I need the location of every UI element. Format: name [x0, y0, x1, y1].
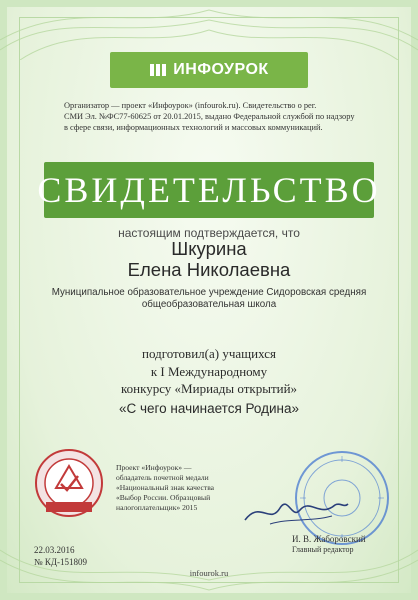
- confirm-text: настоящим подтверждается, что: [118, 226, 300, 240]
- project-note-line: Проект «Инфоурок» —: [116, 463, 192, 472]
- website-footer: infourok.ru: [189, 568, 229, 578]
- recipient-given-name: Елена Николаевна: [127, 259, 291, 280]
- infourok-logo-icon: [149, 61, 167, 79]
- organizer-info: [64, 100, 364, 133]
- project-note-line: налогоплательщик» 2015: [116, 503, 198, 512]
- award-line-4: «С чего начинается Родина»: [118, 401, 300, 416]
- award-line-3: конкурсу «Мириады открытий»: [120, 381, 298, 396]
- issue-date: 22.03.2016: [34, 545, 75, 555]
- project-note-line: «Выбор России. Образцовый: [116, 493, 211, 502]
- infourok-logo-banner: [110, 52, 308, 88]
- award-line-1: подготовил(а) учащихся: [142, 346, 276, 361]
- project-note-line: обладатель почетной медали: [116, 473, 209, 482]
- signer-role: Главный редактор: [292, 545, 354, 554]
- award-line-2: к I Международному: [150, 364, 268, 379]
- organizer-line: Организатор — проект «Инфоурок» (infourok.ru). Свидетельство о рег.: [64, 101, 317, 110]
- title-banner: [37, 162, 381, 218]
- school-name: Муниципальное образовательное учреждение Сидоровская средняя общеобразовательная школа: [51, 287, 367, 310]
- recipient-surname: Шкурина: [171, 238, 247, 259]
- logo-text: ИНФОУРОК: [173, 61, 269, 78]
- top-leaf-ornament: [0, 0, 418, 60]
- organizer-line: в сфере связи, информационных технологий и массовых коммуникаций.: [64, 123, 323, 132]
- project-note-line: «Национальный знак качества: [116, 483, 215, 492]
- organizer-line: СМИ Эл. №ФС77-60625 от 20.01.2015, выдано Федеральной службой по надзору: [64, 112, 355, 121]
- signature-image: [240, 490, 350, 530]
- quality-medal-icon: [34, 448, 104, 518]
- certificate-number: № КД-151809: [34, 557, 87, 567]
- signer-name: И. В. Жаборовский: [292, 534, 366, 544]
- certificate-title: СВИДЕТЕЛЬСТВО: [37, 170, 381, 210]
